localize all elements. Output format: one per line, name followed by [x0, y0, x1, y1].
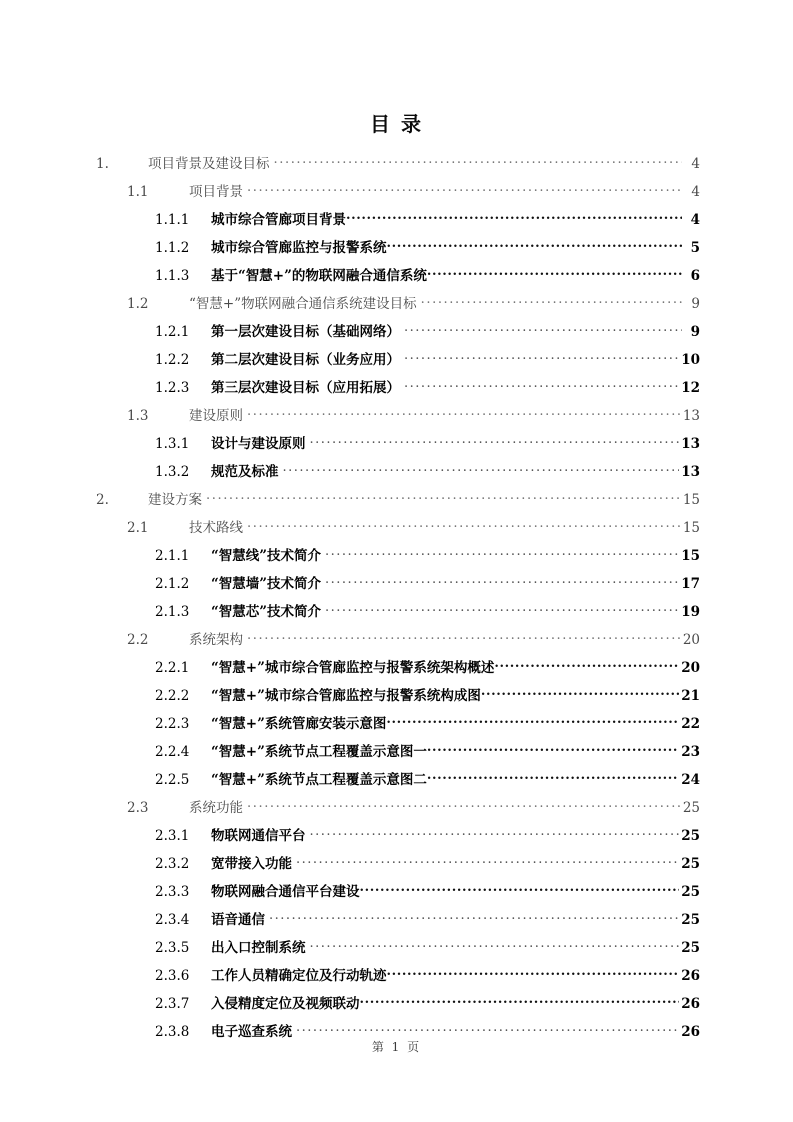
toc-entry[interactable] — [155, 432, 700, 460]
toc-entry[interactable] — [155, 320, 700, 348]
toc-entry[interactable] — [155, 852, 700, 880]
toc-entry[interactable] — [96, 152, 700, 180]
toc-entry-title: 城市综合管廊监控与报警系统 — [211, 240, 387, 256]
toc-entry-page-number: 25 — [682, 800, 700, 816]
toc-entry-number: 1.1.3 — [155, 268, 190, 284]
toc-entry-page-number: 4 — [690, 212, 700, 228]
toc-entry-page-number: 4 — [691, 184, 700, 200]
toc-leader-dots — [274, 155, 683, 169]
toc-entry-page-number: 10 — [681, 352, 700, 368]
toc-entry-number: 2.3.8 — [155, 1024, 190, 1040]
toc-entry-page-number: 24 — [681, 772, 700, 788]
toc-entry[interactable] — [155, 936, 700, 964]
toc-entry-page-number: 25 — [681, 828, 700, 844]
toc-entry-title: 系统功能 — [189, 800, 243, 816]
toc-leader-dots — [325, 603, 679, 617]
toc-leader-dots — [247, 407, 681, 421]
toc-entry-page-number: 26 — [681, 1024, 700, 1040]
toc-entry-number: 2.3.4 — [155, 912, 190, 928]
toc-entry-number: 1.1.1 — [155, 212, 190, 228]
toc-leader-dots — [421, 295, 682, 309]
toc-entry-number: 1.3 — [127, 408, 149, 424]
toc-entry[interactable] — [155, 684, 700, 712]
toc-leader-dots — [247, 799, 681, 813]
toc-entry[interactable] — [155, 992, 700, 1020]
toc-leader-dots — [325, 575, 679, 589]
toc-entry-title: 建设原则 — [189, 408, 243, 424]
toc-entry-page-number: 13 — [681, 436, 700, 452]
toc-entry[interactable] — [155, 376, 700, 404]
toc-entry-title: “智慧墙”技术简介 — [211, 576, 322, 592]
toc-entry-page-number: 25 — [681, 856, 700, 872]
toc-leader-dots — [387, 967, 680, 981]
toc-entry-page-number: 20 — [681, 660, 700, 676]
toc-entry-number: 2. — [96, 492, 109, 508]
toc-entry[interactable] — [155, 964, 700, 992]
toc-entry[interactable] — [127, 292, 700, 320]
toc-entry[interactable] — [155, 824, 700, 852]
toc-entry-page-number: 25 — [681, 912, 700, 928]
toc-entry[interactable] — [155, 348, 700, 376]
toc-entry-number: 2.2.4 — [155, 744, 190, 760]
toc-entry-number: 2.3.5 — [155, 940, 190, 956]
toc-entry-page-number: 9 — [690, 324, 700, 340]
toc-entry-number: 2.2.2 — [155, 688, 190, 704]
toc-leader-dots — [427, 771, 679, 785]
toc-leader-dots — [296, 1023, 679, 1037]
toc-entry[interactable] — [127, 796, 700, 824]
toc-entry-title: “智慧芯”技术简介 — [211, 604, 322, 620]
toc-entry[interactable] — [155, 712, 700, 740]
toc-leader-dots — [427, 267, 682, 281]
toc-entry[interactable] — [127, 628, 700, 656]
toc-entry-title: 语音通信 — [211, 912, 265, 928]
toc-entry-number: 2.3.7 — [155, 996, 190, 1012]
toc-entry[interactable] — [155, 656, 700, 684]
toc-entry-title: 物联网融合通信平台建设 — [211, 884, 360, 900]
toc-entry[interactable] — [155, 544, 700, 572]
toc-entry[interactable] — [155, 208, 700, 236]
toc-entry-title: 城市综合管廊项目背景 — [211, 212, 346, 228]
toc-leader-dots — [310, 435, 680, 449]
toc-entry-number: 1.2.2 — [155, 352, 190, 368]
toc-leader-dots — [481, 687, 679, 701]
toc-entry-number: 1.3.1 — [155, 436, 190, 452]
toc-entry-title: 第二层次建设目标（业务应用） — [211, 352, 400, 368]
toc-entry[interactable] — [155, 600, 700, 628]
toc-leader-dots — [325, 547, 679, 561]
toc-entry-title: 工作人员精确定位及行动轨迹 — [211, 968, 387, 984]
toc-entry-page-number: 12 — [681, 380, 700, 396]
toc-entry-title: 规范及标准 — [211, 464, 279, 480]
page-title: 目 录 — [370, 112, 423, 136]
toc-leader-dots — [283, 463, 680, 477]
toc-entry-page-number: 26 — [681, 996, 700, 1012]
toc-entry-page-number: 9 — [691, 296, 700, 312]
toc-entry-title: 系统架构 — [189, 632, 243, 648]
toc-entry-page-number: 25 — [681, 940, 700, 956]
toc-entry-page-number: 6 — [690, 268, 700, 284]
toc-entry-title: 基于“智慧+”的物联网融合通信系统 — [211, 268, 427, 284]
toc-entry[interactable] — [155, 264, 700, 292]
toc-leader-dots — [206, 491, 681, 505]
toc-leader-dots — [404, 379, 679, 393]
toc-entry-title: 出入口控制系统 — [211, 940, 306, 956]
toc-entry-number: 2.1.1 — [155, 548, 190, 564]
toc-entry-title: 物联网通信平台 — [211, 828, 306, 844]
toc-entry-title: 设计与建设原则 — [211, 436, 306, 452]
toc-entry-title: 宽带接入功能 — [211, 856, 292, 872]
toc-entry-page-number: 5 — [690, 240, 700, 256]
toc-leader-dots — [494, 659, 679, 673]
toc-entry-number: 2.2 — [127, 632, 149, 648]
toc-entry-title: 项目背景 — [189, 184, 243, 200]
toc-entry[interactable] — [155, 880, 700, 908]
toc-entry-number: 2.2.5 — [155, 772, 190, 788]
toc-entry-title: “智慧+”城市综合管廊监控与报警系统构成图 — [211, 688, 481, 704]
toc-entry-title: “智慧+”系统管廊安装示意图 — [211, 716, 387, 732]
toc-entry-title: “智慧+”系统节点工程覆盖示意图二 — [211, 772, 427, 788]
toc-entry-page-number: 15 — [682, 520, 700, 536]
toc-entry-number: 2.3.1 — [155, 828, 190, 844]
toc-entry-page-number: 17 — [681, 576, 700, 592]
toc-entry-page-number: 4 — [691, 156, 700, 172]
toc-entry[interactable] — [96, 488, 700, 516]
toc-leader-dots — [386, 715, 679, 729]
toc-entry[interactable] — [127, 516, 700, 544]
toc-leader-dots — [247, 519, 681, 533]
toc-entry-number: 2.1.2 — [155, 576, 190, 592]
toc-entry-number: 2.2.3 — [155, 716, 190, 732]
toc-leader-dots — [360, 995, 680, 1009]
toc-leader-dots — [296, 855, 679, 869]
toc-leader-dots — [310, 939, 680, 953]
toc-entry-number: 1.2.1 — [155, 324, 190, 340]
toc-entry[interactable] — [127, 180, 700, 208]
toc-entry-title: 第三层次建设目标（应用拓展） — [211, 380, 400, 396]
toc-entry-number: 2.2.1 — [155, 660, 190, 676]
toc-entry-title: 电子巡查系统 — [211, 1024, 292, 1040]
toc-leader-dots — [269, 911, 679, 925]
toc-entry-title: 技术路线 — [189, 520, 243, 536]
toc-entry-number: 1. — [96, 156, 109, 172]
toc-entry-number: 2.1.3 — [155, 604, 190, 620]
toc-entry-page-number: 25 — [681, 884, 700, 900]
toc-entry-page-number: 22 — [681, 716, 700, 732]
toc-entry-number: 2.3.2 — [155, 856, 190, 872]
toc-entry-title: “智慧线”技术简介 — [211, 548, 322, 564]
toc-entry-title: “智慧+”城市综合管廊监控与报警系统架构概述 — [211, 660, 495, 676]
toc-entry-page-number: 20 — [682, 632, 700, 648]
toc-leader-dots — [247, 631, 681, 645]
toc-leader-dots — [346, 211, 682, 225]
toc-leader-dots — [404, 323, 682, 337]
toc-entry[interactable] — [155, 460, 700, 488]
toc-entry[interactable] — [155, 768, 700, 796]
toc-entry-page-number: 21 — [681, 688, 700, 704]
toc-entry-number: 1.1.2 — [155, 240, 190, 256]
toc-entry-page-number: 13 — [681, 464, 700, 480]
toc-leader-dots — [247, 183, 682, 197]
toc-entry-number: 1.3.2 — [155, 464, 190, 480]
toc-entry-title: 项目背景及建设目标 — [148, 156, 270, 172]
toc-entry[interactable] — [155, 572, 700, 600]
toc-entry[interactable] — [155, 740, 700, 768]
page-footer: 第 1 页 — [371, 1040, 422, 1054]
toc-entry-number: 2.3.6 — [155, 968, 190, 984]
toc-entry-page-number: 23 — [681, 744, 700, 760]
toc-entry-title: “智慧+”系统节点工程覆盖示意图一 — [211, 744, 427, 760]
toc-leader-dots — [360, 883, 680, 897]
toc-entry-title: 建设方案 — [148, 492, 202, 508]
toc-leader-dots — [387, 239, 683, 253]
toc-entry-number: 2.3 — [127, 800, 149, 816]
toc-entry-page-number: 15 — [682, 492, 700, 508]
toc-entry-page-number: 15 — [681, 548, 700, 564]
toc-entry[interactable] — [155, 236, 700, 264]
toc-entry[interactable] — [127, 404, 700, 432]
toc-entry-title: 第一层次建设目标（基础网络） — [211, 324, 400, 340]
toc-entry[interactable] — [155, 908, 700, 936]
toc-entry-page-number: 26 — [681, 968, 700, 984]
toc-entry-number: 2.1 — [127, 520, 149, 536]
toc-leader-dots — [404, 351, 679, 365]
toc-leader-dots — [310, 827, 680, 841]
toc-entry-number: 1.2.3 — [155, 380, 190, 396]
toc-entry-number: 1.2 — [127, 296, 149, 312]
toc-entry-page-number: 13 — [682, 408, 700, 424]
toc-leader-dots — [427, 743, 679, 757]
toc-entry-number: 1.1 — [127, 184, 149, 200]
toc-entry-page-number: 19 — [681, 604, 700, 620]
toc-entry-title: 入侵精度定位及视频联动 — [211, 996, 360, 1012]
table-of-contents — [96, 152, 700, 1048]
toc-entry-title: “智慧+”物联网融合通信系统建设目标 — [189, 296, 417, 312]
toc-entry-number: 2.3.3 — [155, 884, 190, 900]
